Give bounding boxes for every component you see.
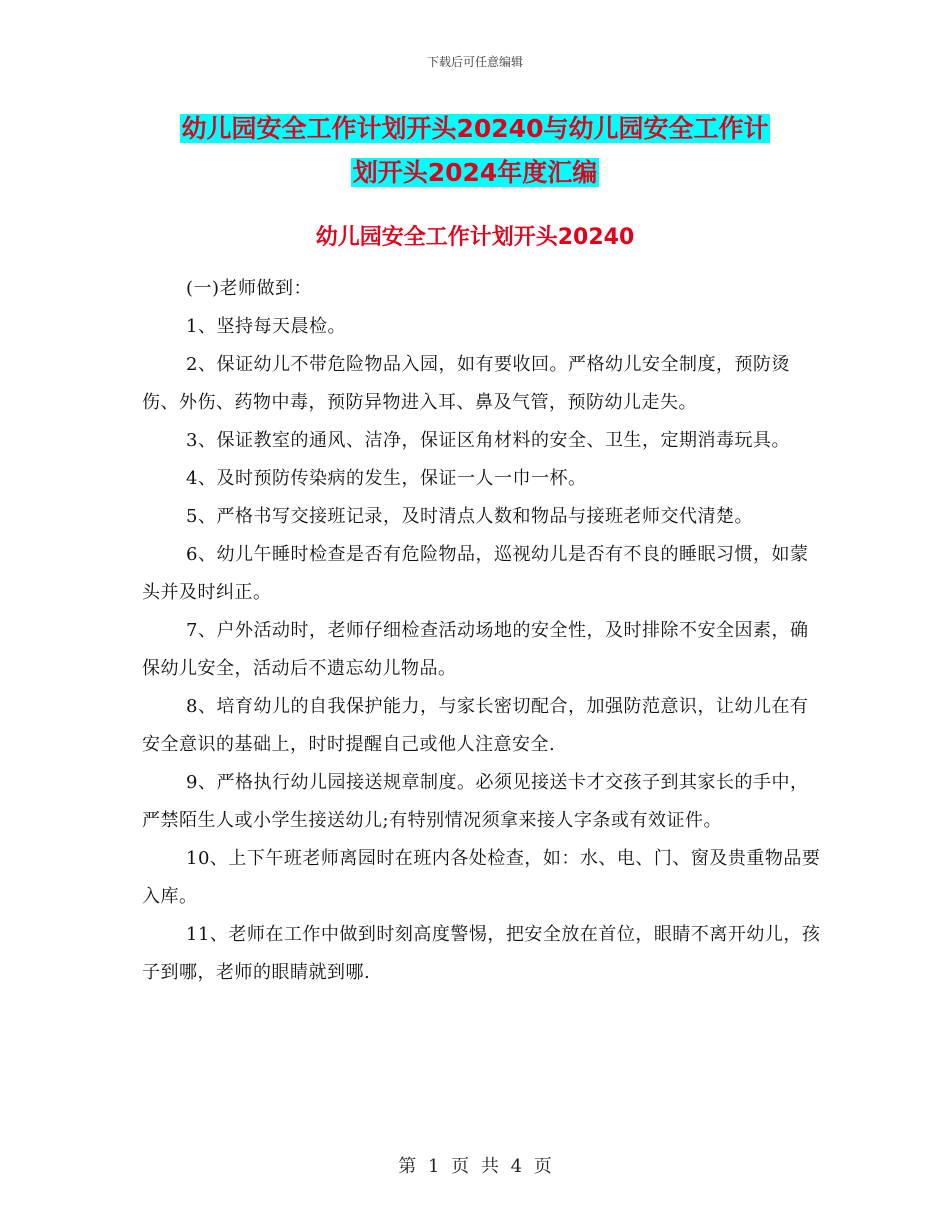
- page-header-note: 下载后可任意编辑: [426, 55, 523, 69]
- paragraph: 8、培育幼儿的自我保护能力，与家长密切配合，加强防范意识，让幼儿在有安全意识的基础上，时时提醒自己或他人注意安全.: [142, 696, 809, 755]
- document-body: [142, 270, 822, 992]
- page-number: 第 1 页 共 4 页: [398, 1156, 552, 1177]
- paragraph: 9、严格执行幼儿园接送规章制度。必须见接送卡才交孩子到其家长的手中，严禁陌生人或小学生接送幼儿;有特别情况须拿来接人字条或有效证件。: [142, 772, 809, 831]
- document-title-line-1: [0, 111, 950, 147]
- paragraph: 11、老师在工作中做到时刻高度警惕，把安全放在首位，眼睛不离开幼儿，孩子到哪，老师的眼睛就到哪.: [142, 924, 821, 983]
- paragraph: 6、幼儿午睡时检查是否有危险物品，巡视幼儿是否有不良的睡眠习惯，如蒙头并及时纠正。: [142, 544, 809, 603]
- paragraph: 3、保证教室的通风、洁净，保证区角材料的安全、卫生，定期消毒玩具。: [186, 430, 790, 451]
- paragraph: 5、严格书写交接班记录，及时清点人数和物品与接班老师交代清楚。: [186, 506, 753, 527]
- paragraph: 7、户外活动时，老师仔细检查活动场地的安全性，及时排除不安全因素，确保幼儿安全，活动后不遗忘幼儿物品。: [142, 620, 809, 679]
- paragraph: 4、及时预防传染病的发生，保证一人一巾一杯。: [186, 468, 587, 489]
- title-highlight-2: 划开头2024年度汇编: [352, 158, 598, 187]
- document-title-line-2: [0, 155, 950, 191]
- paragraph: 1、坚持每天晨检。: [186, 316, 346, 337]
- section-heading: 幼儿园安全工作计划开头20240: [315, 225, 635, 250]
- paragraph: 2、保证幼儿不带危险物品入园，如有要收回。严格幼儿安全制度，预防烫伤、外伤、药物中毒，预防异物进入耳、鼻及气管，预防幼儿走失。: [142, 354, 790, 413]
- paragraph: (一)老师做到：: [186, 278, 313, 299]
- paragraph: 10、上下午班老师离园时在班内各处检查，如：水、电、门、窗及贵重物品要入库。: [142, 848, 821, 907]
- title-highlight-1: 幼儿园安全工作计划开头20240与幼儿园安全工作计: [181, 114, 769, 143]
